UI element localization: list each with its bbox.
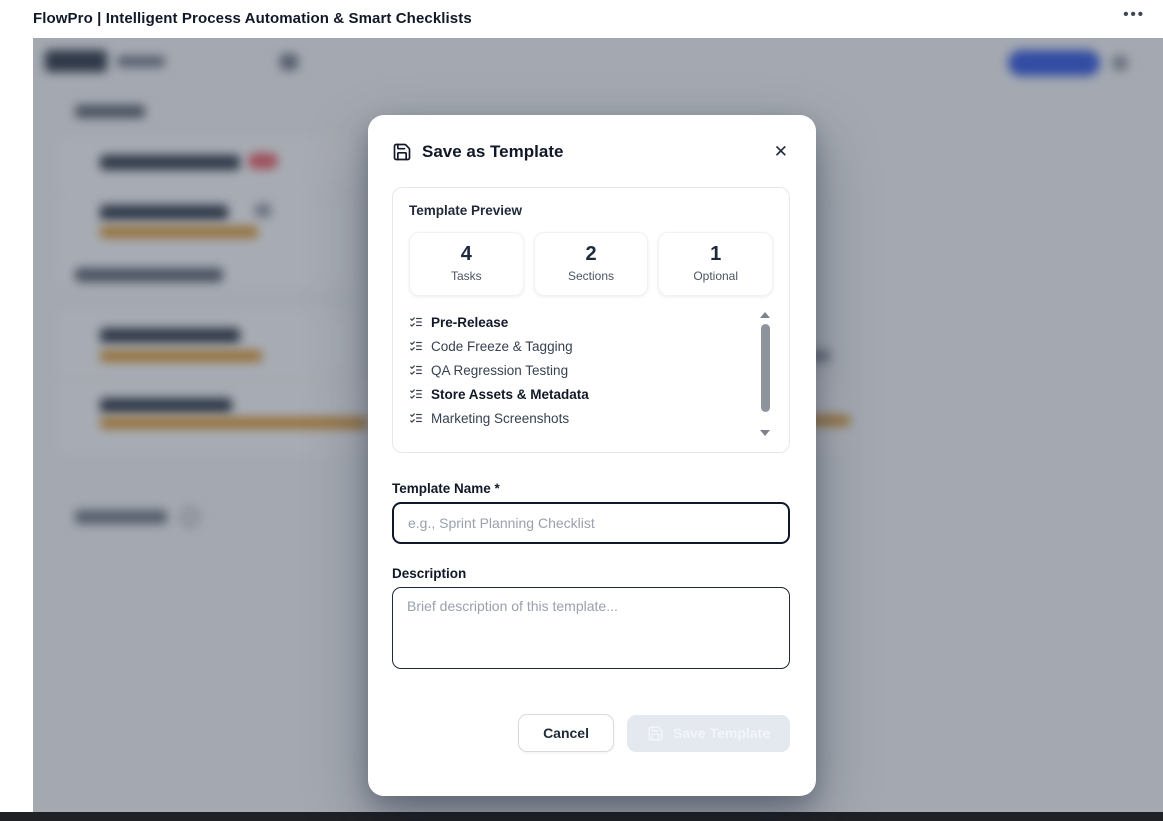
template-preview-panel: [392, 187, 790, 453]
description-label: Description: [392, 566, 467, 581]
save-button-label: Save Template: [672, 725, 770, 741]
stat-card-tasks: [409, 232, 524, 296]
preview-stats: [409, 232, 773, 296]
task-list-item: [409, 406, 747, 430]
scroll-down-icon[interactable]: [760, 430, 770, 436]
template-name-input[interactable]: [392, 502, 790, 544]
window-bottom-edge: [0, 812, 1163, 821]
close-icon[interactable]: ✕: [773, 142, 788, 161]
task-label: Marketing Screenshots: [431, 410, 570, 426]
preview-task-list: [409, 310, 773, 438]
task-list-item: [409, 358, 747, 382]
list-checks-icon: [409, 387, 423, 401]
task-list-scrollbar[interactable]: [759, 312, 771, 436]
task-label: Store Assets & Metadata: [431, 386, 589, 402]
stat-label: Optional: [693, 269, 739, 283]
task-label: QA Regression Testing: [431, 362, 569, 378]
modal-header: [392, 141, 790, 162]
stat-value: 4: [460, 243, 472, 265]
save-template-button[interactable]: [627, 715, 790, 752]
save-as-template-modal: [368, 115, 816, 796]
scroll-up-icon[interactable]: [760, 312, 770, 318]
window-titlebar: [0, 0, 1163, 38]
list-checks-icon: [409, 363, 423, 377]
stat-label: Sections: [567, 269, 615, 283]
template-name-label: Template Name *: [392, 481, 500, 496]
ellipsis-menu-icon[interactable]: •••: [1123, 6, 1145, 23]
modal-title: Save as Template: [422, 141, 564, 161]
preview-heading: Template Preview: [409, 203, 523, 218]
stat-card-sections: [534, 232, 649, 296]
task-list-item: [409, 310, 747, 334]
save-icon: [392, 142, 412, 162]
stat-value: 1: [710, 243, 722, 265]
save-icon: [647, 725, 664, 742]
task-list-item: [409, 334, 747, 358]
task-label: Pre-Release: [431, 314, 509, 330]
page-title: FlowPro | Intelligent Process Automation & Smart Checklists: [33, 10, 472, 27]
description-textarea[interactable]: [392, 587, 790, 669]
list-checks-icon: [409, 339, 423, 353]
task-label: Code Freeze & Tagging: [431, 338, 573, 354]
cancel-button[interactable]: Cancel: [518, 714, 614, 752]
stat-label: Tasks: [450, 269, 482, 283]
stat-value: 2: [585, 243, 597, 265]
task-list-item: [409, 382, 747, 406]
list-checks-icon: [409, 315, 423, 329]
scrollbar-thumb[interactable]: [761, 324, 770, 412]
stat-card-optional: [658, 232, 773, 296]
list-checks-icon: [409, 411, 423, 425]
modal-footer: [392, 714, 790, 752]
